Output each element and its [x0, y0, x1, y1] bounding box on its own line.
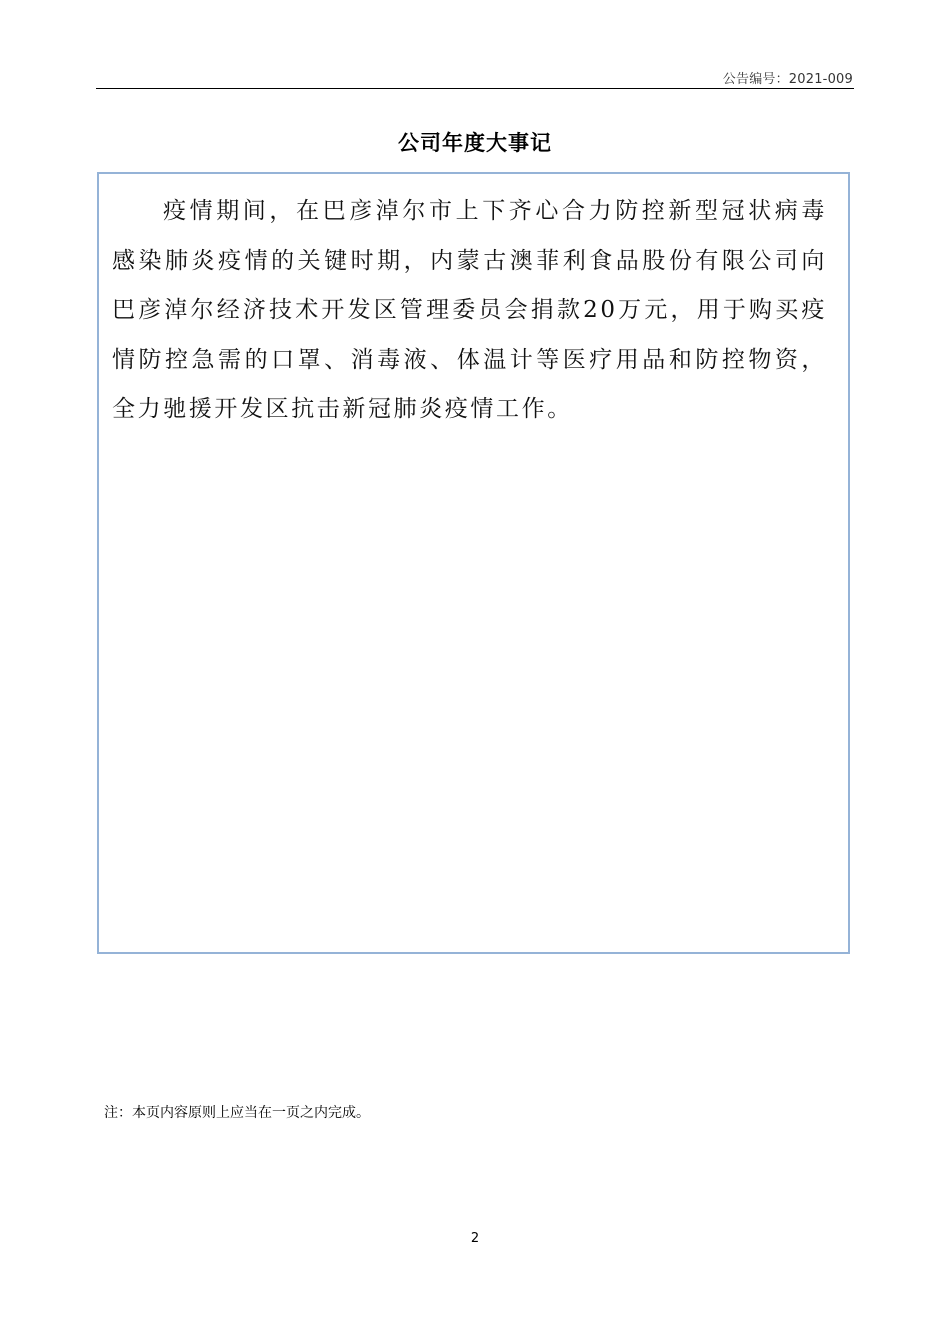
content-paragraph: 疫情期间，在巴彦淖尔市上下齐心合力防控新型冠状病毒感染肺炎疫情的关键时期，内蒙古澳菲利食品股份有限公司向巴彦淖尔经济技术开发区管理委员会捐款20万元，用于购买疫情防控急需的口罩、消毒液、体温计等医疗用品和防控物资，全力驰援开发区抗击新冠肺炎疫情工作。: [112, 198, 827, 422]
announcement-number: 公告编号：2021-009: [722, 72, 853, 87]
footnote: 注：本页内容原则上应当在一页之内完成。: [104, 1105, 370, 1121]
page-title: 公司年度大事记: [398, 131, 552, 155]
content-box: [97, 172, 850, 954]
page-number: 2: [470, 1231, 480, 1246]
header-divider: [96, 88, 854, 89]
